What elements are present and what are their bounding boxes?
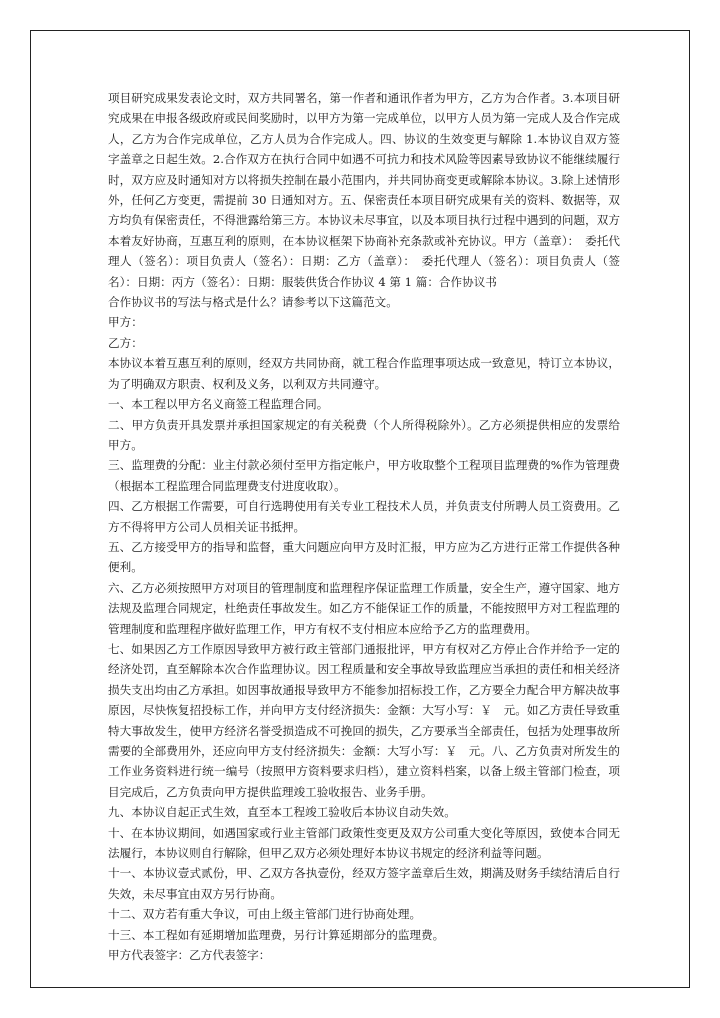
paragraph-intro: 项目研究成果发表论文时，双方共同署名，第一作者和通讯作者为甲方，乙方为合作者。3.本项目研究成果在申报各级政府或民间奖励时，以甲方为第一完成单位，以甲方人员为第一完成人及合作完成人，乙方为合作完成单位，乙方人员为合作完成人。四、协议的生效变更与解除 1.本协议自双方签字盖章之日起生效。2.合作双方在执行合同中如遇不可抗力和技术风险等因素导致协议不能继续履行时，双方应及时通知对方以将损失控制在最小范围内，并共同协商变更或解除本协议。3.除上述情形外，任何乙方变更，需提前 30 日通知对方。五、保密责任本项目研究成果有关的资料、数据等，双方均负有保密责任，不得泄露给第三方。本协议未尽事宜，以及本项目执行过程中遇到的问题，双方本着友好协商，互惠互利的原则，在本协议框架下协商补充条款或补充协议。甲方（盖章）： 委托代理人（签名）：项目负责人（签名）：日期：乙方（盖章）： 委托代理人（签名）：项目负责人（签名）：日期：丙方（签名）：日期：服装供货合作协议 4 第 1 篇：合作协议书 [108, 91, 620, 289]
clause-12: 十二、双方若有重大争议，可由上级主管部门进行协商处理。 [108, 907, 422, 922]
clause-1: 一、本工程以甲方名义商签工程监理合同。 [108, 397, 329, 412]
clause-6: 六、乙方必须按照甲方对项目的管理制度和监理程序保证监理工作质量，安全生产，遵守国家、地方法规及监理合同规定，杜绝责任事故发生。如乙方不能保证工作的质量，不能按照甲方对工程监理的管理制度和监理程序做好监理工作，甲方有权不支付相应本应给予乙方的监理费用。 [108, 580, 620, 636]
clause-10: 十、在本协议期间，如遇国家或行业主管部门政策性变更及双方公司重大变化等原因，致使本合同无法履行，本协议则自行解除，但甲乙双方必须处理好本协议书规定的经济利益等问题。 [108, 825, 620, 861]
clause-2: 二、甲方负责开具发票并承担国家规定的有关税费（个人所得税除外）。乙方必须提供相应的发票给甲方。 [108, 417, 620, 452]
clause-13: 十三、本工程如有延期增加监理费，另行计算延期部分的监理费。 [108, 927, 445, 942]
clause-11: 十一、本协议壹式贰份，甲、乙双方各执壹份，经双方签字盖章后生效，期满及财务手续结清后自行失效，未尽事宜由双方另行协商。 [108, 866, 620, 901]
party-b-label: 乙方： [108, 335, 143, 350]
clause-5: 五、乙方接受甲方的指导和监督，重大问题应向甲方及时汇报，甲方应为乙方进行正常工作提供各种便利。 [108, 539, 620, 575]
clause-4: 四、乙方根据工作需要，可自行选聘使用有关专业工程技术人员，并负责支付所聘人员工资费用。乙方不得将甲方公司人员相关证书抵押。 [108, 499, 620, 534]
party-a-label: 甲方： [108, 315, 143, 330]
clause-9: 九、本协议自起正式生效，直至本工程竣工验收后本协议自动失效。 [108, 805, 456, 820]
document-body [108, 88, 620, 965]
paragraph-preamble: 本协议本着互惠互利的原则，经双方共同协商，就工程合作监理事项达成一致意见，特订立本协议，为了明确双方职责、权利及义务，以利双方共同遵守。 [108, 356, 620, 391]
clause-3: 三、监理费的分配：业主付款必须付至甲方指定帐户，甲方收取整个工程项目监理费的%作为管理费（根据本工程监理合同监理费支付进度收取）。 [108, 458, 620, 493]
signature-line: 甲方代表签字：乙方代表签字： [108, 948, 271, 963]
clause-7-8: 七、如果因乙方工作原因导致甲方被行政主管部门通报批评，甲方有权对乙方停止合作并给予一定的经济处罚，直至解除本次合作监理协议。因工程质量和安全事故导致监理应当承担的责任和相关经济损失支出均由乙方承担。如因事故通报导致甲方不能参加招标投工作，乙方要全力配合甲方解决故事原因，尽快恢复招投标工作，并向甲方支付经济损失：金额：大写小写：￥ 元。如乙方责任导致重特大事故发生，使甲方经济名誉受损造成不可挽回的损失，乙方要承当全部责任，包括为处理事故所需要的全部费用外，还应向甲方支付经济损失：金额：大写小写：￥ 元。八、乙方负责对所发生的工作业务资料进行统一编号（按照甲方资料要求归档），建立资料档案，以备上级主管部门检查，项目完成后，乙方负责向甲方提供监理竣工验收报告、业务手册。 [108, 641, 620, 799]
paragraph-question: 合作协议书的写法与格式是什么？请参考以下这篇范文。 [108, 295, 398, 310]
